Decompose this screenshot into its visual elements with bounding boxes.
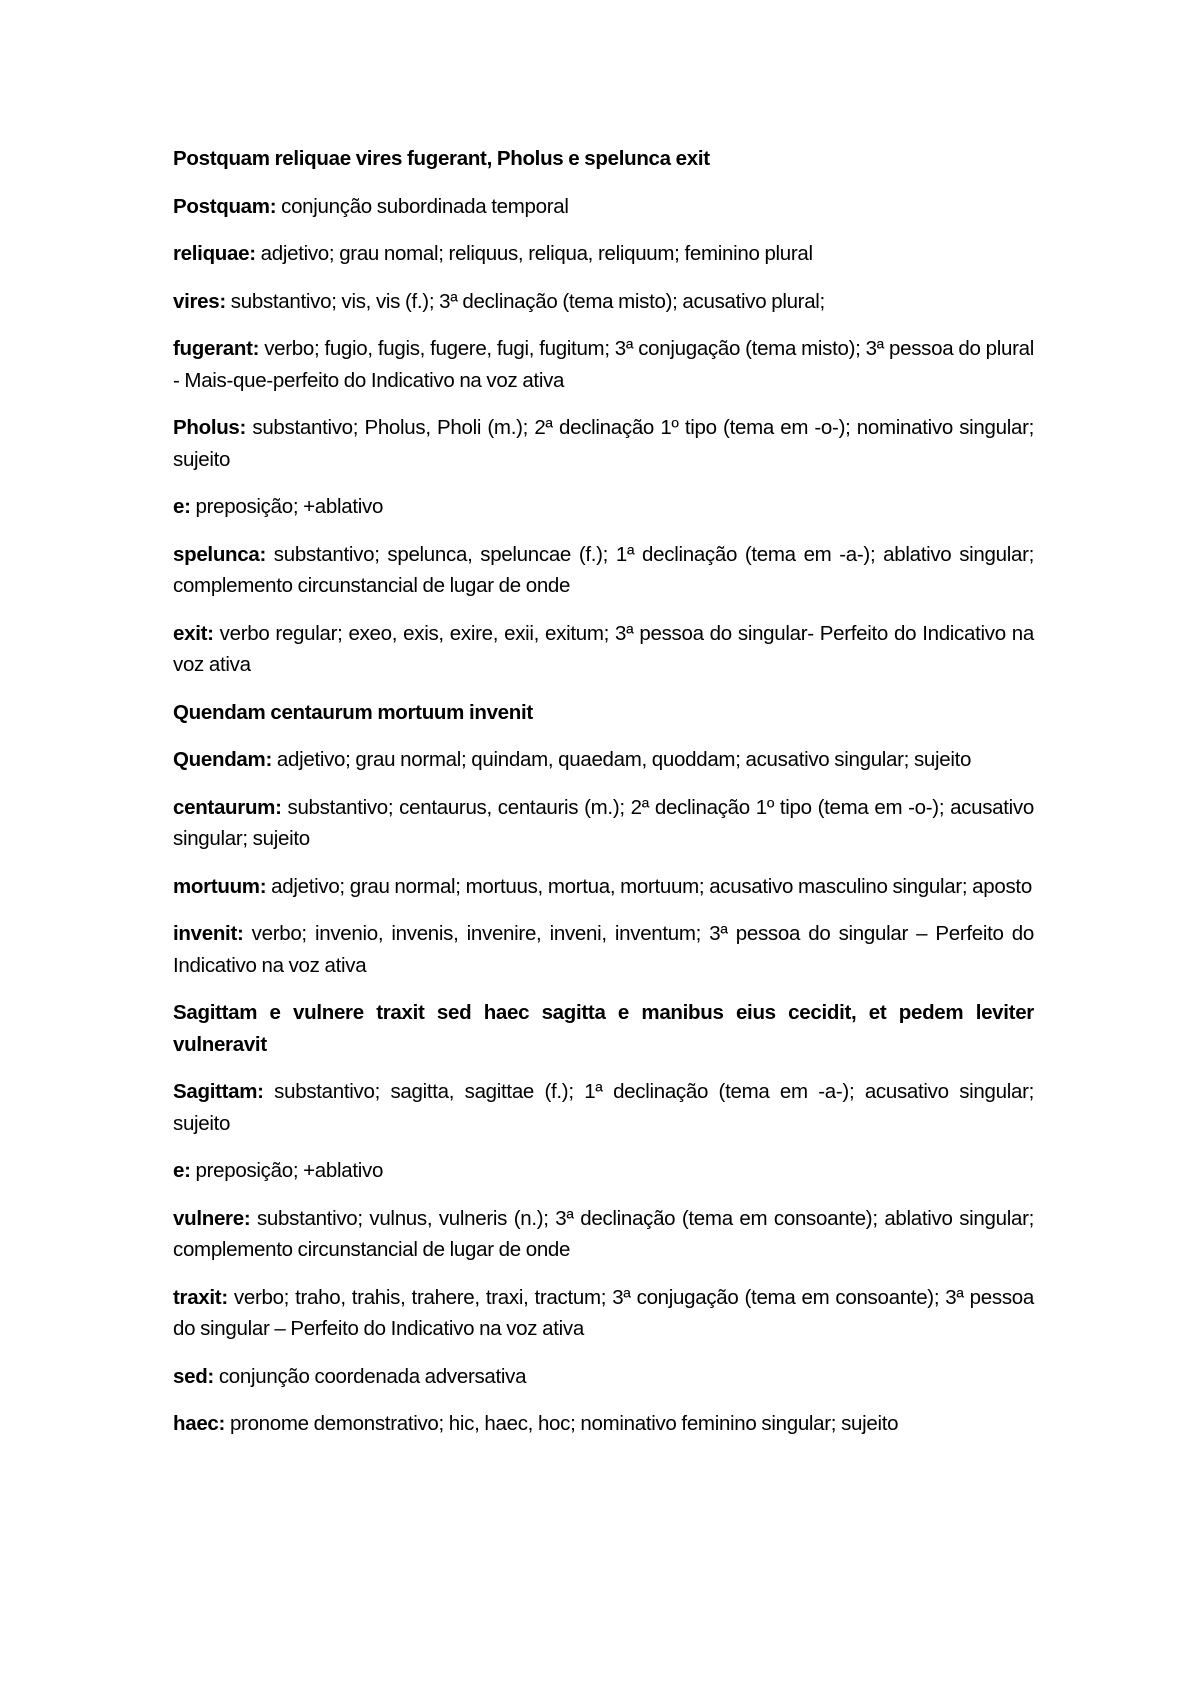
entry-description: substantivo; spelunca, speluncae (f.); 1ª declinação (tema em -a-); ablativo singular; complemento circunstancial de lugar de onde [173, 542, 1034, 597]
entry-term: vires: [173, 289, 226, 313]
word-entry [173, 1282, 1034, 1345]
entry-term: spelunca: [173, 542, 266, 566]
entry-term: Sagittam: [173, 1080, 264, 1103]
entry-description: adjetivo; grau normal; quindam, quaedam, quoddam; acusativo singular; sujeito [271, 748, 972, 771]
entry-description: substantivo; vis, vis (f.); 3ª declinação (tema misto); acusativo plural; [225, 289, 825, 313]
document-page [173, 143, 1034, 1456]
word-entry [173, 871, 1034, 903]
entry-description: adjetivo; grau nomal; reliquus, reliqua, reliquum; feminino plural [255, 242, 813, 265]
word-entry [173, 286, 1034, 318]
sentence-heading: Sagittam e vulnere traxit sed haec sagitta e manibus eius cecidit, et pedem leviter vulneravit [173, 1001, 1034, 1056]
entry-term: vulnere: [173, 1206, 251, 1230]
entry-description: preposição; +ablativo [190, 1159, 384, 1182]
word-entry [173, 918, 1034, 981]
word-entry [173, 1408, 1034, 1440]
entry-term: sed: [173, 1364, 214, 1388]
entry-term: Postquam: [173, 194, 277, 218]
sentence-heading: Quendam centaurum mortuum invenit [173, 700, 533, 724]
entry-description: conjunção coordenada adversativa [213, 1364, 527, 1388]
entry-term: fugerant: [173, 337, 260, 360]
word-entry [173, 1076, 1034, 1139]
entry-term: e: [173, 1159, 191, 1182]
word-entry [173, 744, 1034, 776]
entry-description: substantivo; centaurus, centauris (m.); 2ª declinação 1º tipo (tema em -o-); acusativo singular; sujeito [173, 795, 1034, 850]
entry-term: reliquae: [173, 242, 256, 265]
entry-description: pronome demonstrativo; hic, haec, hoc; nominativo feminino singular; sujeito [225, 1412, 899, 1435]
entry-term: e: [173, 495, 191, 518]
word-entry [173, 1361, 1034, 1393]
word-entry [173, 412, 1034, 475]
word-entry [173, 238, 1034, 270]
word-entry [173, 491, 1034, 523]
word-entry [173, 191, 1034, 223]
entry-term: exit: [173, 621, 214, 645]
word-entry [173, 792, 1034, 855]
entry-description: verbo; fugio, fugis, fugere, fugi, fugitum; 3ª conjugação (tema misto); 3ª pessoa do plural - Mais-que-perfeito do Indicativo na voz ativa [173, 337, 1034, 392]
entry-description: adjetivo; grau normal; mortuus, mortua, mortuum; acusativo masculino singular; aposto [266, 874, 1032, 898]
sentence-heading: Postquam reliquae vires fugerant, Pholus e spelunca exit [173, 147, 710, 170]
word-entry [173, 1155, 1034, 1187]
entry-description: verbo; traho, trahis, trahere, traxi, tractum; 3ª conjugação (tema em consoante); 3ª pessoa do singular – Perfeito do Indicativo na voz ativa [173, 1285, 1034, 1340]
entry-term: Quendam: [173, 748, 272, 771]
entry-description: substantivo; vulnus, vulneris (n.); 3ª declinação (tema em consoante); ablativo singular; complemento circunstancial de lugar de onde [173, 1206, 1034, 1261]
entry-term: traxit: [173, 1285, 228, 1309]
entry-description: verbo regular; exeo, exis, exire, exii, exitum; 3ª pessoa do singular- Perfeito do Indicativo na voz ativa [173, 621, 1034, 676]
word-entry [173, 1203, 1034, 1266]
entry-term: centaurum: [173, 795, 282, 819]
entry-term: haec: [173, 1412, 226, 1435]
word-entry [173, 333, 1034, 396]
word-entry [173, 539, 1034, 602]
entry-description: substantivo; sagitta, sagittae (f.); 1ª declinação (tema em -a-); acusativo singular; sujeito [173, 1080, 1034, 1135]
entry-description: preposição; +ablativo [190, 495, 384, 518]
entry-term: invenit: [173, 922, 244, 945]
entry-description: substantivo; Pholus, Pholi (m.); 2ª declinação 1º tipo (tema em -o-); nominativo singular; sujeito [173, 416, 1034, 471]
entry-description: conjunção subordinada temporal [276, 194, 569, 218]
entry-term: Pholus: [173, 416, 247, 439]
entry-description: verbo; invenio, invenis, invenire, inveni, inventum; 3ª pessoa do singular – Perfeito do Indicativo na voz ativa [173, 922, 1034, 977]
word-entry [173, 618, 1034, 681]
entry-term: mortuum: [173, 874, 267, 898]
